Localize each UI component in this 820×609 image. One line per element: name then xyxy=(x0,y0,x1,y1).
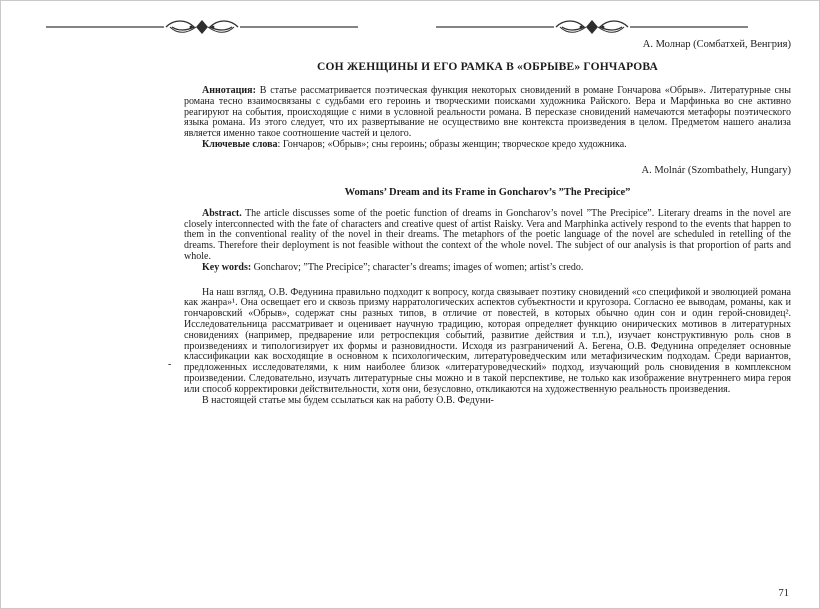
author-ru: А. Молнар (Сомбатхей, Венгрия) xyxy=(642,39,791,50)
margin-mark: - xyxy=(168,359,172,370)
article-title-en: Womans’ Dream and its Frame in Goncharov’s ”The Precipice” xyxy=(344,186,631,198)
keywords-ru-text: : Гончаров; «Обрыв»; сны героинь; образы женщин; творческое кредо художника. xyxy=(277,138,627,150)
page-number: 71 xyxy=(778,588,789,599)
author-en: A. Molnár (Szombathely, Hungary) xyxy=(641,164,791,176)
body-paragraph: В настоящей статье мы будем ссылаться как на работу О.В. Федуни- xyxy=(202,394,494,406)
keywords-ru-paragraph xyxy=(184,140,791,151)
article-title-ru: СОН ЖЕНЩИНЫ И ЕГО РАМКА В «ОБРЫВЕ» ГОНЧАРОВА xyxy=(316,61,659,73)
keywords-en-paragraph xyxy=(184,263,791,274)
abstract-paragraph xyxy=(184,209,791,263)
abstract-label: Abstract. xyxy=(202,207,242,219)
annotation-paragraph xyxy=(184,86,791,140)
annotation-text: В статье рассматривается поэтическая функция некоторых сновидений в романе Гончарова «Обрыв». Литературные сны романа тесно взаимосвязаны с судьбами его героинь и творческими поисками художника Райского. Вера и Марфинька во сне активно реагируют на события, происходящие с ними в условной реальности романа. В пересказе сновидений намечаются метафоры поэтического языка романа. Из этого следует, что их развертывание не осуществимо вне контекста произведения в целом. Предметом нашего анализа является именно такое соотношение частей и целого. xyxy=(184,85,791,140)
annotation-label: Аннотация: xyxy=(202,85,256,96)
header-ornament-icon xyxy=(46,17,358,37)
body-paragraph: На наш взгляд, О.В. Федунина правильно подходит к вопросу, когда связывает поэтику сновидений «со спецификой и эволюцией романа как жанра»¹. Она освещает его и сквозь призму нарратологических аспектов субъектности и кругозора. Согласно ее выводам, романы, как и гончаровский «Обрыв», содержат сны разных типов, в отличие от повестей, в которых обычно один сон и один герой-сновидец². Исследовательница рассматривает и оценивает научную традицию, которая определяет функцию онирических мотивов в литературных сновидениях (например, предварение или ретроспекция событий, развитие действия и т.п.), изучает конструктивную роль снов в произведениях и типологизирует их формы и разновидности. Исходя из разграничений А. Бегена, О.В. Федунина определяет основные классификации как восходящие в основном к психологическим, литературоведческим или метафизическим подходам. Среди вариантов, предложенных исследователями, к ним наиболее близок «литературоведческий» подход, изучающий роль сновидения в комплексном произведении. Следовательно, изучать литературные сны можно и в такой перспективе, не только как изображение внутреннего мира героя или способ корректировки действительности, хотя они, безусловно, откликаются на художественную реальность произведения. xyxy=(184,286,791,395)
header-ornament-icon xyxy=(436,17,748,37)
article-content xyxy=(184,39,791,406)
keywords-en-label: Key words: xyxy=(202,261,252,273)
keywords-ru-label: Ключевые слова xyxy=(202,138,278,150)
keywords-en-text: Goncharov; ”The Precipice”; character’s dreams; images of women; artist’s credo. xyxy=(251,261,584,273)
abstract-text: The article discusses some of the poetic function of dreams in Goncharov’s novel ”The Precipice”. Literary dreams in the novel are closely interconnected with the fate of characters and creative quest of artist Raisky. Vera and Marphinka actively respond to the events that happen to them in the conventional reality of the novel in their dreams. The metaphors of the poetic language of the novel are scheduled in retelling of the dreams. Therefore their deployment is not feasible without the context of the whole novel. The subject of our analysis is that proportion of parts and whole. xyxy=(184,207,791,262)
